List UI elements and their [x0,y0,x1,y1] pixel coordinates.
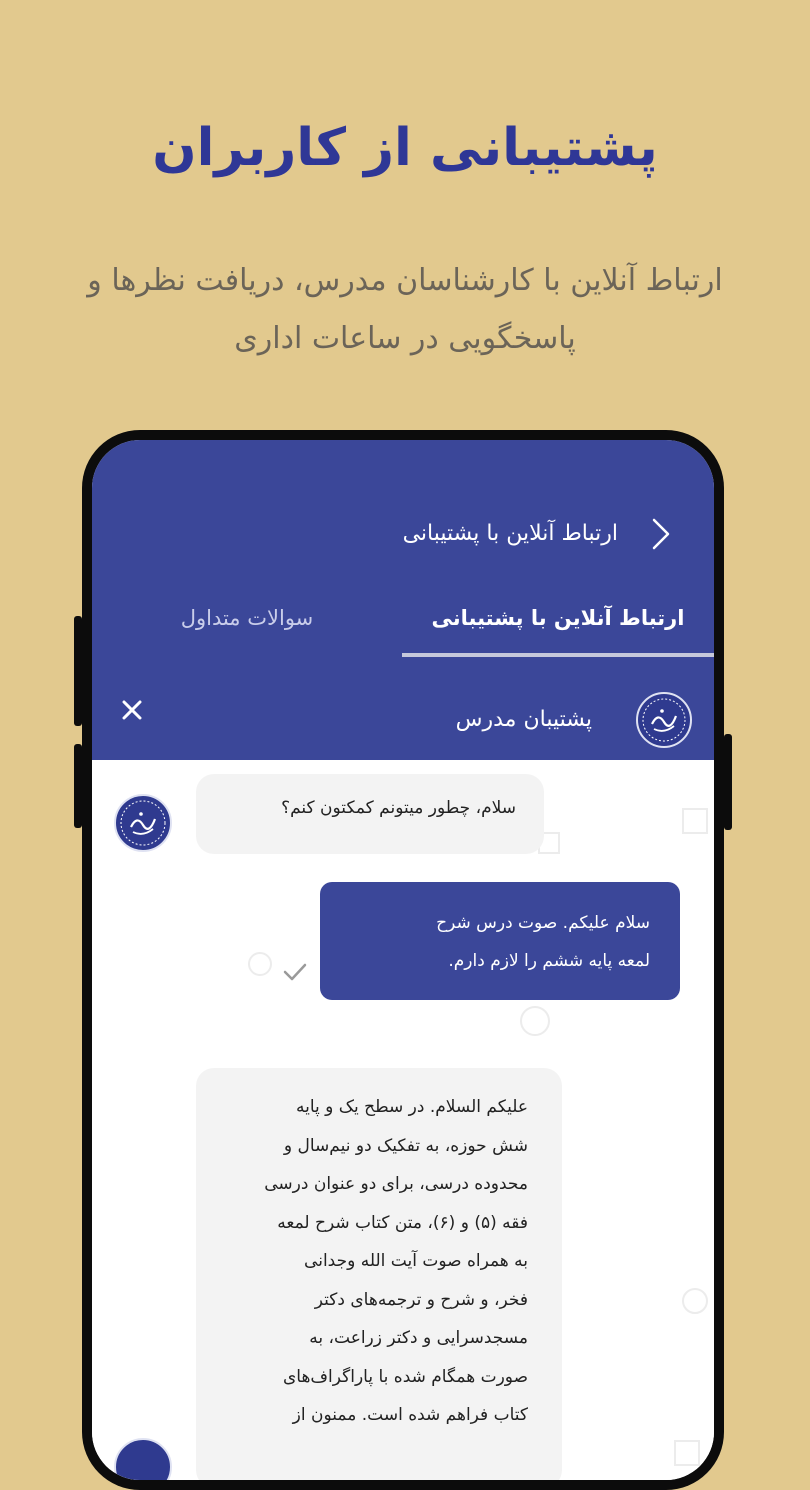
phone-side-button [724,734,732,830]
support-avatar [114,794,172,852]
calligraphy-logo-icon [638,694,690,746]
chevron-right-icon[interactable] [642,516,678,552]
title-row [92,504,714,564]
message-text-line: مسجدسرایی و دکتر زراعت، به [309,1328,528,1348]
calligraphy-logo-icon [116,796,170,850]
promo-subtitle-line: پاسخگویی در ساعات اداری [234,321,576,356]
incoming-message [196,1068,562,1480]
message-text-line: صورت همگام شده با پاراگراف‌های [282,1366,528,1387]
message-text-line: شش حوزه، به تفکیک دو نیم‌سال و [283,1135,528,1156]
phone-side-button [74,616,82,726]
phone-screen [92,440,714,1480]
message-text-line: علیکم السلام. در سطح یک و پایه [295,1097,528,1117]
message-text-line: محدوده درسی، برای دو عنوان درسی [264,1174,528,1194]
support-avatar [636,692,692,748]
message-text: سلام، چطور میتونم کمکتون کنم؟ [281,798,516,818]
background-circle [248,952,272,976]
promo-subtitle-line: ارتباط آنلاین با کارشناسان مدرس، دریافت نظرها و [87,263,723,298]
background-circle [682,1288,708,1314]
message-text-line: به همراه صوت آیت الله وجدانی [304,1251,528,1271]
tab-bar [92,590,714,658]
chat-area[interactable] [92,760,714,1480]
incoming-message [196,774,544,854]
phone-frame [82,430,724,1490]
phone-side-button [74,744,82,828]
promo-headline: پشتیبانی از کاربران [152,118,658,178]
message-text-line: لمعه پایه ششم را لازم دارم. [448,951,650,971]
message-text-line: سلام علیکم. صوت درس شرح [436,913,650,933]
support-agent-name: پشتیبان مدرس [455,707,592,732]
tab-online-support[interactable]: ارتباط آنلاین با پشتیبانی [431,606,685,630]
background-circle [520,1006,550,1036]
outgoing-message [320,882,680,1000]
message-text-line: کتاب فراهم شده است. ممنون از [292,1405,528,1425]
app-header [92,440,714,760]
support-agent-header [92,690,714,750]
message-text-line: فخر، و شرح و ترجمه‌های دکتر [314,1289,528,1310]
page-title: ارتباط آنلاین با پشتیبانی [402,521,618,546]
promo-subtitle [40,252,770,368]
tab-faq[interactable]: سوالات متداول [180,606,314,630]
close-icon[interactable] [118,696,146,724]
background-square [674,1440,700,1466]
background-square [682,808,708,834]
message-text-line: فقه (۵) و (۶)، متن کتاب شرح لمعه [277,1212,528,1233]
support-avatar [114,1438,172,1480]
active-tab-indicator [402,653,714,657]
check-icon [282,962,308,982]
